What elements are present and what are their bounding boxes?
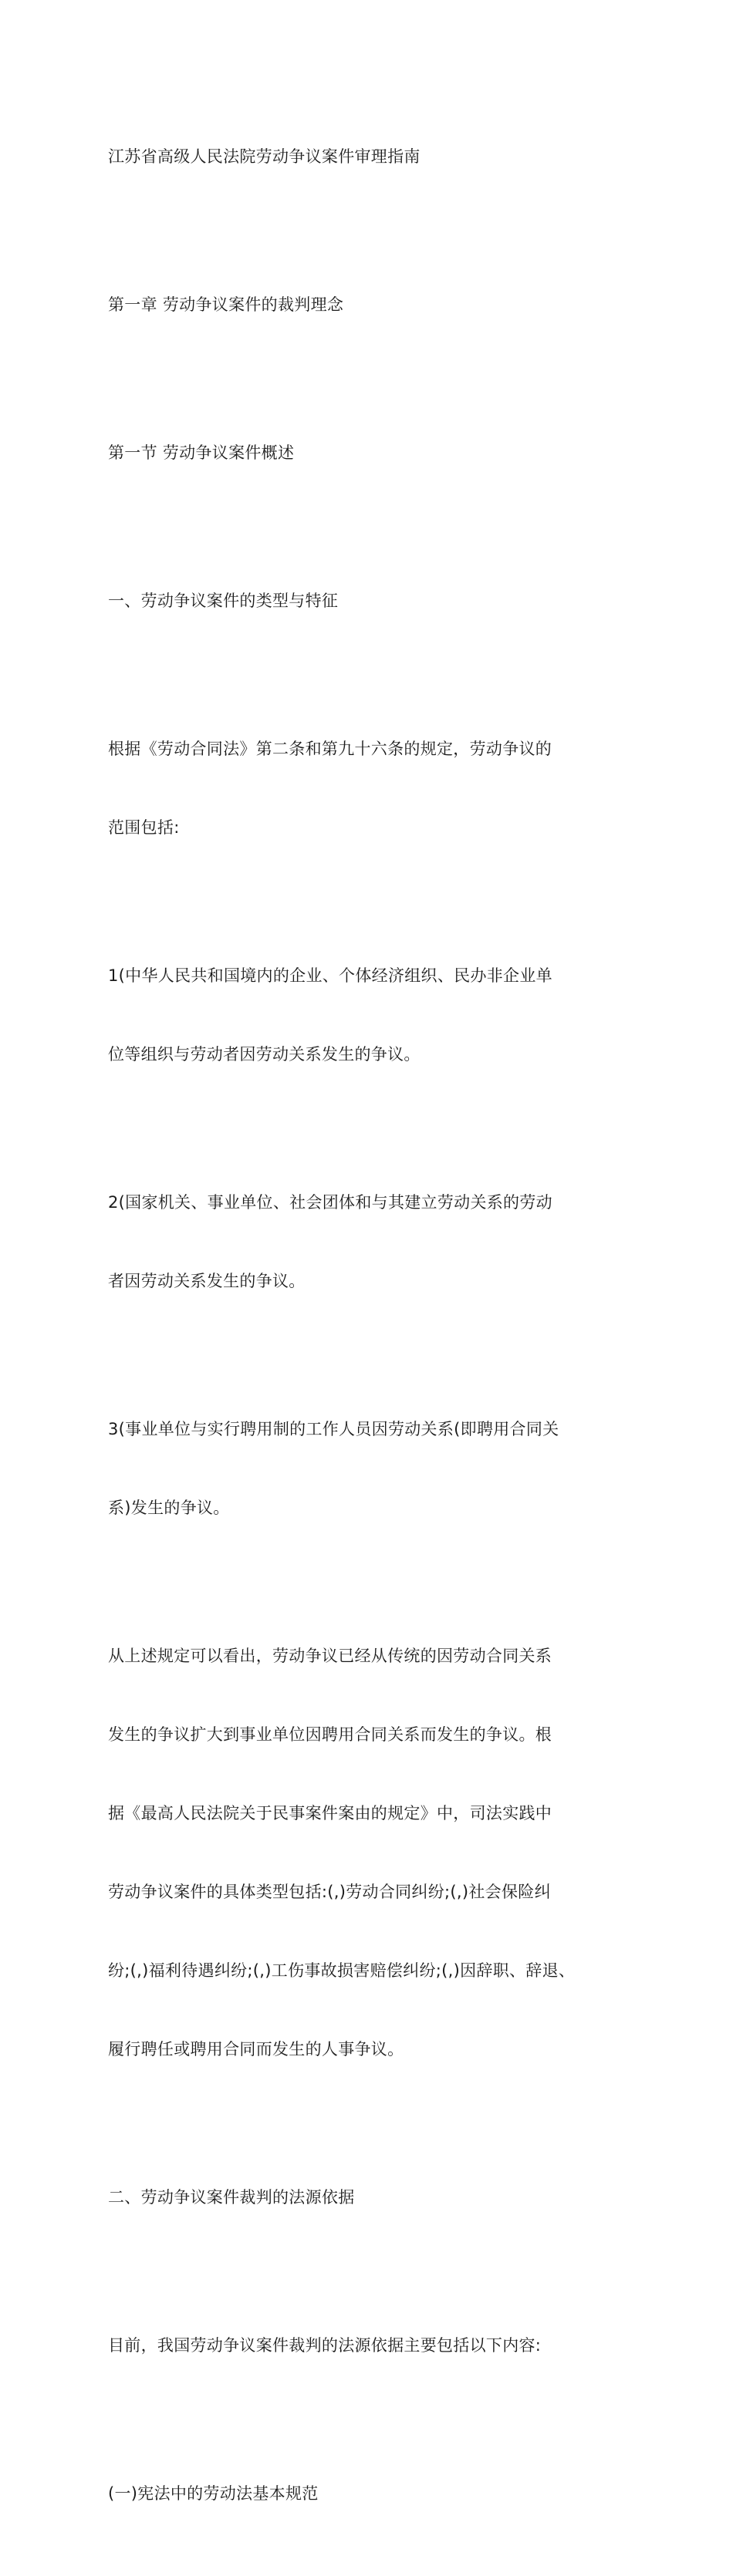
- list-item-3: [108, 1364, 640, 1573]
- heading-legal-sources: [108, 2132, 640, 2263]
- text-line: 履行聘任或聘用合同而发生的人事争议。: [108, 2040, 404, 2058]
- text-line: 根据《劳动合同法》第二条和第九十六条的规定，劳动争议的: [108, 740, 552, 758]
- text-line: 目前，我国劳动争议案件裁判的法源依据主要包括以下内容:: [108, 2336, 542, 2355]
- text-line: 2(国家机关、事业单位、社会团体和与其建立劳动关系的劳动: [108, 1193, 552, 1212]
- text-line: 从上述规定可以看出，劳动争议已经从传统的因劳动合同关系: [108, 1647, 552, 1665]
- text-line: 范围包括:: [108, 818, 180, 837]
- heading-text: 一、劳动争议案件的类型与特征: [108, 592, 339, 610]
- chapter-heading: [108, 239, 640, 370]
- section-text: 第一节 劳动争议案件概述: [108, 443, 295, 462]
- text-line: 3(事业单位与实行聘用制的工作人员因劳动关系(即聘用合同关: [108, 1420, 559, 1438]
- text-line: 劳动争议案件的具体类型包括:(,)劳动合同纠纷;(,)社会保险纠: [108, 1883, 551, 1901]
- document-body: [108, 91, 640, 2576]
- title-text: 江苏省高级人民法院劳动争议案件审理指南: [108, 147, 421, 166]
- text-line: 纷;(,)福利待遇纠纷;(,)工伤事故损害赔偿纠纷;(,)因辞职、辞退、: [108, 1961, 576, 1980]
- paragraph-sources: [108, 2280, 640, 2411]
- text-line: 者因劳动关系发生的争议。: [108, 1272, 306, 1290]
- text-line: 1(中华人民共和国境内的企业、个体经济组织、民办非企业单: [108, 966, 552, 985]
- list-item-1: [108, 910, 640, 1120]
- list-item-2: [108, 1137, 640, 1347]
- subheading-constitution: [108, 2428, 640, 2559]
- document-title: [108, 91, 640, 222]
- paragraph-types: [108, 1590, 640, 2115]
- heading-types-features: [108, 535, 640, 666]
- text-line: 系)发生的争议。: [108, 1499, 230, 1517]
- heading-text: 二、劳动争议案件裁判的法源依据: [108, 2188, 355, 2207]
- text-line: 位等组织与劳动者因劳动关系发生的争议。: [108, 1045, 421, 1064]
- subheading-text: (一)宪法中的劳动法基本规范: [108, 2484, 319, 2503]
- text-line: 发生的争议扩大到事业单位因聘用合同关系而发生的争议。根: [108, 1725, 552, 1744]
- section-heading: [108, 387, 640, 518]
- paragraph-scope: [108, 683, 640, 893]
- text-line: 据《最高人民法院关于民事案件案由的规定》中，司法实践中: [108, 1804, 552, 1822]
- chapter-text: 第一章 劳动争议案件的裁判理念: [108, 295, 344, 314]
